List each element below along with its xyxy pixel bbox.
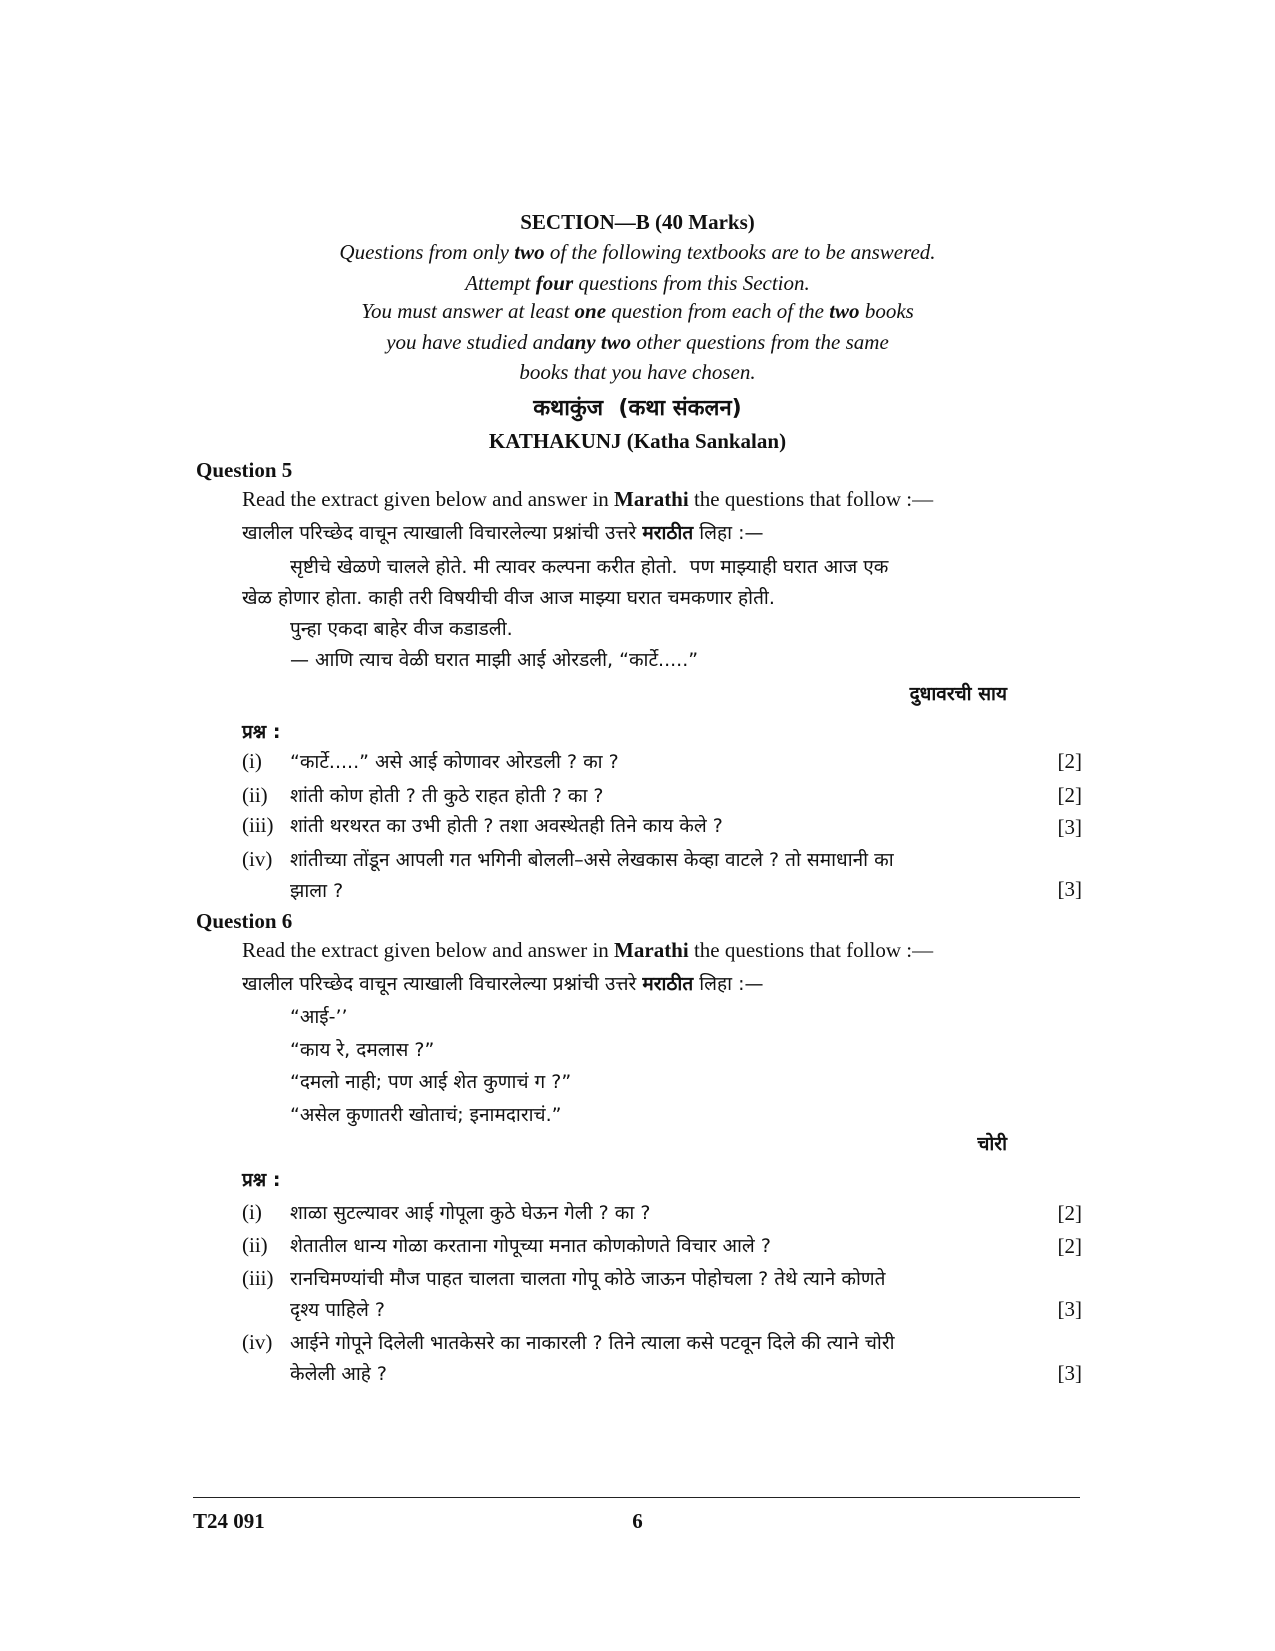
instruction-line-2 [0, 271, 1275, 296]
q6-item-marks: [2] [1057, 1234, 1082, 1258]
q6-extract-line: “काय रे, दमलास ?” [290, 1039, 435, 1061]
q5-item-number: (iv) [242, 847, 273, 871]
paper-code: T24 091 [193, 1509, 265, 1533]
prompt-text: खालील परिच्छेद वाचून त्याखाली विचारलेल्या प्रश्नांची उत्तरे [242, 522, 643, 544]
q6-item-number: (i) [242, 1200, 262, 1224]
q5-prompt-english [242, 487, 933, 512]
instruction-text: questions from this Section. [573, 271, 810, 295]
q5-questions-label: प्रश्न : [242, 721, 281, 743]
q5-item-marks: [2] [1057, 783, 1082, 807]
q6-item-text-cont: दृश्य पाहिले ? [290, 1299, 385, 1321]
q6-item-text-cont: केलेली आहे ? [290, 1363, 387, 1385]
q6-item-marks: [2] [1057, 1201, 1082, 1225]
instruction-emphasis: four [535, 271, 574, 295]
instruction-text: of the following textbooks are to be answered. [544, 240, 936, 264]
question-5-heading: Question 5 [196, 458, 293, 482]
instruction-text: books [859, 299, 914, 323]
q6-item-text: आईने गोपूने दिलेली भातकेसरे का नाकारली ? तिने त्याला कसे पटवून दिले की त्याने चोरी [290, 1332, 895, 1354]
prompt-emphasis: Marathi [614, 487, 689, 511]
instruction-line-3 [0, 299, 1275, 324]
q5-extract-line: खेळ होणार होता. काही तरी विषयीची वीज आज माझ्या घरात चमकणार होती. [242, 587, 775, 609]
instruction-emphasis: any two [564, 330, 632, 354]
q5-item-text-cont: झाला ? [290, 880, 344, 902]
q5-item-number: (iii) [242, 813, 274, 837]
instruction-emphasis: two [829, 299, 860, 323]
q6-extract-line: “असेल कुणातरी खोताचं; इनामदाराचं.” [290, 1104, 562, 1126]
book-title-english: KATHAKUNJ (Katha Sankalan) [488, 429, 787, 453]
q5-extract-line: पुन्हा एकदा बाहेर वीज कडाडली. [290, 618, 513, 640]
instruction-emphasis: one [574, 299, 607, 323]
q5-item-number: (i) [242, 749, 262, 773]
q5-item-number: (ii) [242, 783, 268, 807]
instruction-emphasis: two [514, 240, 545, 264]
question-6-heading: Question 6 [196, 909, 293, 933]
q6-prompt-marathi [242, 970, 764, 996]
q6-item-number: (iii) [242, 1266, 274, 1290]
instruction-text: Questions from only [339, 240, 515, 264]
instruction-text: Attempt [465, 271, 536, 295]
q5-extract-line: सृष्टीचे खेळणे चालले होते. मी त्यावर कल्पना करीत होतो. पण माझ्याही घरात आज एक [290, 556, 889, 578]
q6-item-number: (iv) [242, 1330, 273, 1354]
q5-item-text: “कार्टे.....” असे आई कोणावर ओरडली ? का ? [290, 751, 619, 773]
prompt-text: the questions that follow :— [688, 487, 934, 511]
footer-divider [193, 1497, 1080, 1498]
instruction-line-1 [0, 240, 1275, 265]
q6-item-marks: [3] [1057, 1361, 1082, 1385]
prompt-emphasis: मराठीत [642, 522, 694, 544]
q6-questions-label: प्रश्न : [242, 1169, 281, 1191]
q5-item-marks: [3] [1057, 815, 1082, 839]
q5-prompt-marathi [242, 519, 764, 545]
book-title-marathi: कथाकुंज (कथा संकलन) [533, 396, 742, 421]
instruction-line-4 [0, 330, 1275, 355]
instruction-text: you have studied and [386, 330, 565, 354]
q5-extract-line: — आणि त्याच वेळी घरात माझी आई ओरडली, “कार्टे.....” [290, 649, 699, 671]
prompt-emphasis: Marathi [614, 938, 689, 962]
q5-item-text: शांती कोण होती ? ती कुठे राहत होती ? का ? [290, 785, 604, 807]
q5-item-marks: [3] [1057, 877, 1082, 901]
prompt-text: लिहा :— [693, 522, 764, 544]
q5-source: दुधावरची साय [909, 683, 1007, 705]
q6-item-number: (ii) [242, 1233, 268, 1257]
instruction-text: other questions from the same [631, 330, 889, 354]
instruction-text: question from each of the [606, 299, 830, 323]
q6-source: चोरी [977, 1133, 1007, 1155]
section-title: SECTION—B (40 Marks) [520, 210, 755, 234]
prompt-text: Read the extract given below and answer in [242, 938, 615, 962]
instruction-line-5: books that you have chosen. [519, 360, 756, 384]
prompt-text: लिहा :— [693, 973, 764, 995]
q6-item-text: शेतातील धान्य गोळा करताना गोपूच्या मनात कोणकोणते विचार आले ? [290, 1235, 771, 1257]
prompt-emphasis: मराठीत [642, 973, 694, 995]
prompt-text: the questions that follow :— [688, 938, 934, 962]
q6-item-text: शाळा सुटल्यावर आई गोपूला कुठे घेऊन गेली ? का ? [290, 1202, 651, 1224]
q5-item-text: शांती थरथरत का उभी होती ? तशा अवस्थेतही तिने काय केले ? [290, 815, 723, 837]
instruction-text: You must answer at least [361, 299, 575, 323]
q6-extract-line: “दमलो नाही; पण आई शेत कुणाचं ग ?” [290, 1071, 572, 1093]
q5-item-text: शांतीच्या तोंडून आपली गत भगिनी बोलली–असे लेखकास केव्हा वाटले ? तो समाधानी का [290, 849, 894, 871]
q6-item-marks: [3] [1057, 1297, 1082, 1321]
prompt-text: खालील परिच्छेद वाचून त्याखाली विचारलेल्या प्रश्नांची उत्तरे [242, 973, 643, 995]
q6-item-text: रानचिमण्यांची मौज पाहत चालता चालता गोपू कोठे जाऊन पोहोचला ? तेथे त्याने कोणते [290, 1268, 886, 1290]
q6-extract-line: “आई-’’ [290, 1006, 348, 1028]
prompt-text: Read the extract given below and answer in [242, 487, 615, 511]
q5-item-marks: [2] [1057, 749, 1082, 773]
page-number: 6 [632, 1509, 643, 1533]
q6-prompt-english [242, 938, 933, 963]
